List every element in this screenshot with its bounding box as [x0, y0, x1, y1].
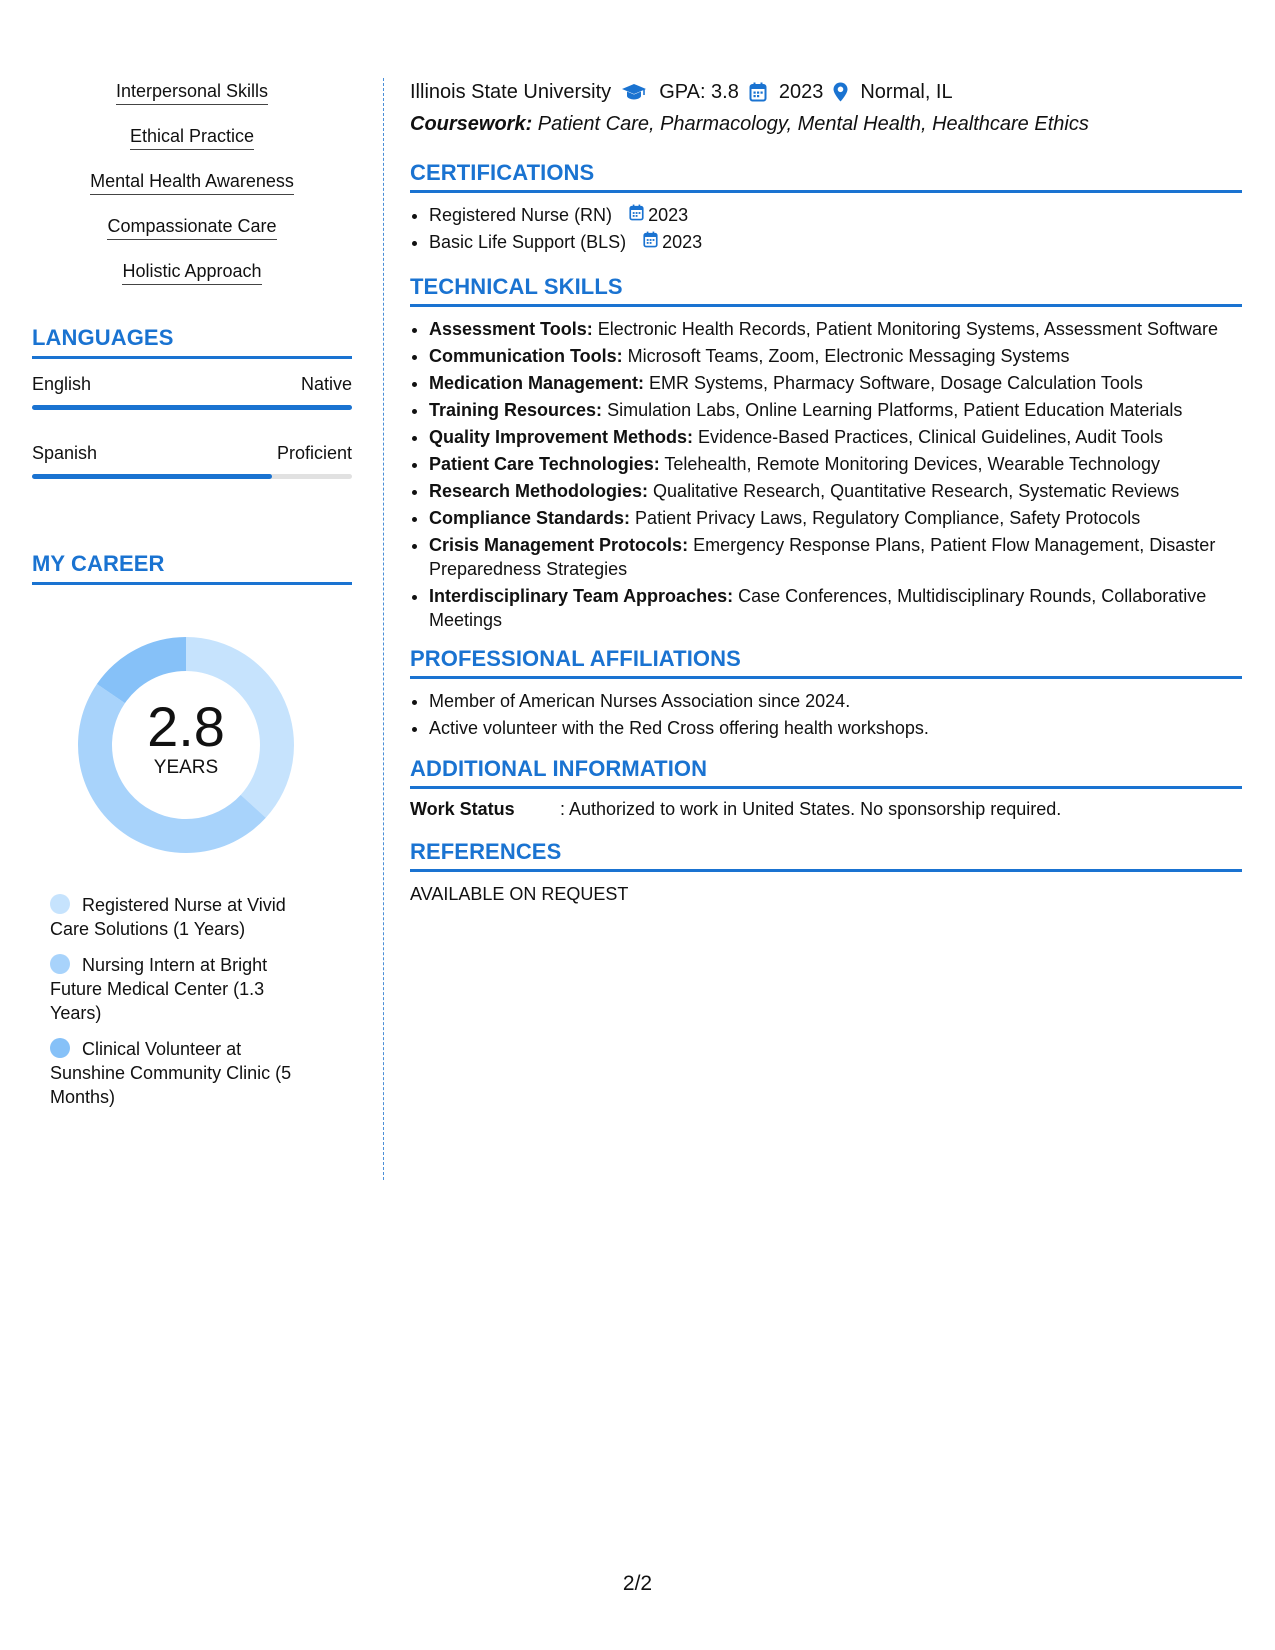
map-pin-icon — [833, 82, 848, 102]
donut-center — [66, 625, 306, 865]
skill-label: Mental Health Awareness — [90, 170, 294, 195]
skill-label: Compassionate Care — [107, 215, 276, 240]
affiliation-item: • Member of American Nurses Association since 2024. — [429, 689, 1242, 713]
skill-category: Training Resources: — [429, 400, 603, 420]
certifications-section — [410, 160, 1242, 254]
coursework-label: Coursework: — [410, 113, 533, 135]
certification-year: 2023 — [662, 232, 703, 252]
language-bar-fill — [32, 474, 272, 479]
coursework-text: Patient Care, Pharmacology, Mental Health, Healthcare Ethics — [532, 113, 1089, 135]
skill-detail: Qualitative Research, Quantitative Research, Systematic Reviews — [648, 481, 1180, 501]
school-name: Illinois State University — [410, 81, 612, 103]
career-title: MY CAREER — [32, 551, 352, 585]
skill-category: Patient Care Technologies: — [429, 454, 660, 474]
skill-item — [32, 215, 352, 240]
skill-category: Compliance Standards: — [429, 508, 631, 528]
additional-info-title: ADDITIONAL INFORMATION — [410, 756, 1242, 789]
calendar-icon — [629, 204, 644, 221]
skill-category: Assessment Tools: — [429, 319, 593, 339]
affiliations-section — [410, 646, 1242, 740]
skill-item — [32, 170, 352, 195]
soft-skills-list — [32, 80, 352, 285]
certifications-title: CERTIFICATIONS — [410, 160, 1242, 193]
technical-skill-item — [429, 398, 1242, 422]
skill-detail: Evidence-Based Practices, Clinical Guidelines, Audit Tools — [693, 427, 1163, 447]
language-row — [32, 442, 352, 464]
work-status-value: : Authorized to work in United States. No sponsorship required. — [560, 799, 1062, 819]
work-status-row — [410, 797, 1242, 821]
languages-title: LANGUAGES — [32, 325, 352, 359]
technical-skill-item — [429, 533, 1242, 581]
languages-section — [32, 325, 352, 479]
skill-item — [32, 80, 352, 105]
legend-label: Nursing Intern at Bright Future Medical Center (1.3 Years) — [50, 955, 268, 1023]
language-level: Proficient — [276, 443, 352, 463]
legend-label: Registered Nurse at Vivid Care Solutions (1 Years) — [50, 895, 286, 939]
technical-skill-item — [429, 344, 1242, 368]
skill-detail: Case Conferences, Multidisciplinary Rounds, Collaborative Meetings — [429, 586, 1207, 630]
skill-detail: EMR Systems, Pharmacy Software, Dosage Calculation Tools — [644, 373, 1143, 393]
technical-skill-item — [429, 506, 1242, 530]
references-text: AVAILABLE ON REQUEST — [410, 884, 629, 904]
skill-detail: Patient Privacy Laws, Regulatory Compliance, Safety Protocols — [630, 508, 1141, 528]
calendar-icon — [643, 231, 658, 248]
technical-skill-item — [429, 371, 1242, 395]
skill-detail: Electronic Health Records, Patient Monitoring Systems, Assessment Software — [592, 319, 1218, 339]
school-location: Normal, IL — [860, 81, 953, 103]
certification-item — [429, 230, 1242, 254]
language-bar-fill — [32, 405, 352, 410]
left-column — [32, 80, 352, 1121]
skill-category: Interdisciplinary Team Approaches: — [429, 586, 734, 606]
legend-dot — [50, 894, 70, 914]
coursework — [410, 110, 1242, 138]
technical-skills-title: TECHNICAL SKILLS — [410, 274, 1242, 307]
skill-category: Research Methodologies: — [429, 481, 649, 501]
gpa: GPA: 3.8 — [659, 81, 739, 103]
certification-name: Basic Life Support (BLS) — [429, 232, 627, 252]
language-bar-track — [32, 405, 352, 410]
graduation-cap-icon — [621, 83, 647, 101]
language-entry — [32, 373, 352, 410]
skill-category: Medication Management: — [429, 373, 645, 393]
references-section — [410, 839, 1242, 906]
column-divider — [383, 78, 384, 1180]
education-line — [410, 78, 1242, 106]
skill-detail: Emergency Response Plans, Patient Flow Management, Disaster Preparedness Strategies — [429, 535, 1216, 579]
career-section — [32, 551, 352, 1109]
skill-category: Quality Improvement Methods: — [429, 427, 694, 447]
legend-label: Clinical Volunteer at Sunshine Community Clinic (5 Months) — [50, 1039, 292, 1107]
technical-skills-list — [410, 317, 1242, 632]
skill-item — [32, 125, 352, 150]
skill-detail: Telehealth, Remote Monitoring Devices, Wearable Technology — [659, 454, 1161, 474]
certification-year: 2023 — [648, 205, 689, 225]
language-level: Native — [300, 374, 352, 394]
legend-item — [50, 953, 310, 1025]
career-legend — [50, 893, 310, 1109]
certification-item — [429, 203, 1242, 227]
career-total-years: 2.8 — [147, 695, 225, 758]
language-bar-track — [32, 474, 352, 479]
skill-label: Holistic Approach — [122, 260, 261, 285]
page-number: 2/2 — [622, 1572, 653, 1595]
work-status-label: Work Status — [410, 799, 515, 819]
skill-detail: Simulation Labs, Online Learning Platforms, Patient Education Materials — [602, 400, 1183, 420]
skill-item — [32, 260, 352, 285]
technical-skill-item — [429, 425, 1242, 449]
language-row — [32, 373, 352, 395]
legend-item — [50, 893, 310, 941]
legend-dot — [50, 954, 70, 974]
affiliations-title: PROFESSIONAL AFFILIATIONS — [410, 646, 1242, 679]
certifications-list — [410, 203, 1242, 254]
technical-skill-item — [429, 317, 1242, 341]
affiliations-list — [410, 689, 1242, 740]
language-name: English — [32, 374, 92, 394]
calendar-icon — [749, 82, 767, 102]
technical-skill-item — [429, 584, 1242, 632]
skill-category: Crisis Management Protocols: — [429, 535, 689, 555]
technical-skill-item — [429, 479, 1242, 503]
career-donut-chart — [66, 625, 306, 865]
additional-info-section — [410, 756, 1242, 821]
graduation-year: 2023 — [778, 81, 824, 103]
technical-skills-section — [410, 274, 1242, 632]
legend-dot — [50, 1038, 70, 1058]
legend-item — [50, 1037, 310, 1109]
language-entry — [32, 442, 352, 479]
certification-name: Registered Nurse (RN) — [429, 205, 613, 225]
skill-label: Ethical Practice — [130, 125, 254, 150]
skill-category: Communication Tools: — [429, 346, 623, 366]
skill-label: Interpersonal Skills — [116, 80, 268, 105]
career-total-unit: YEARS — [153, 757, 219, 778]
right-column — [410, 78, 1242, 906]
affiliation-item: • Active volunteer with the Red Cross offering health workshops. — [429, 716, 1242, 740]
skill-detail: Microsoft Teams, Zoom, Electronic Messaging Systems — [622, 346, 1070, 366]
language-name: Spanish — [32, 443, 98, 463]
technical-skill-item — [429, 452, 1242, 476]
references-title: REFERENCES — [410, 839, 1242, 872]
